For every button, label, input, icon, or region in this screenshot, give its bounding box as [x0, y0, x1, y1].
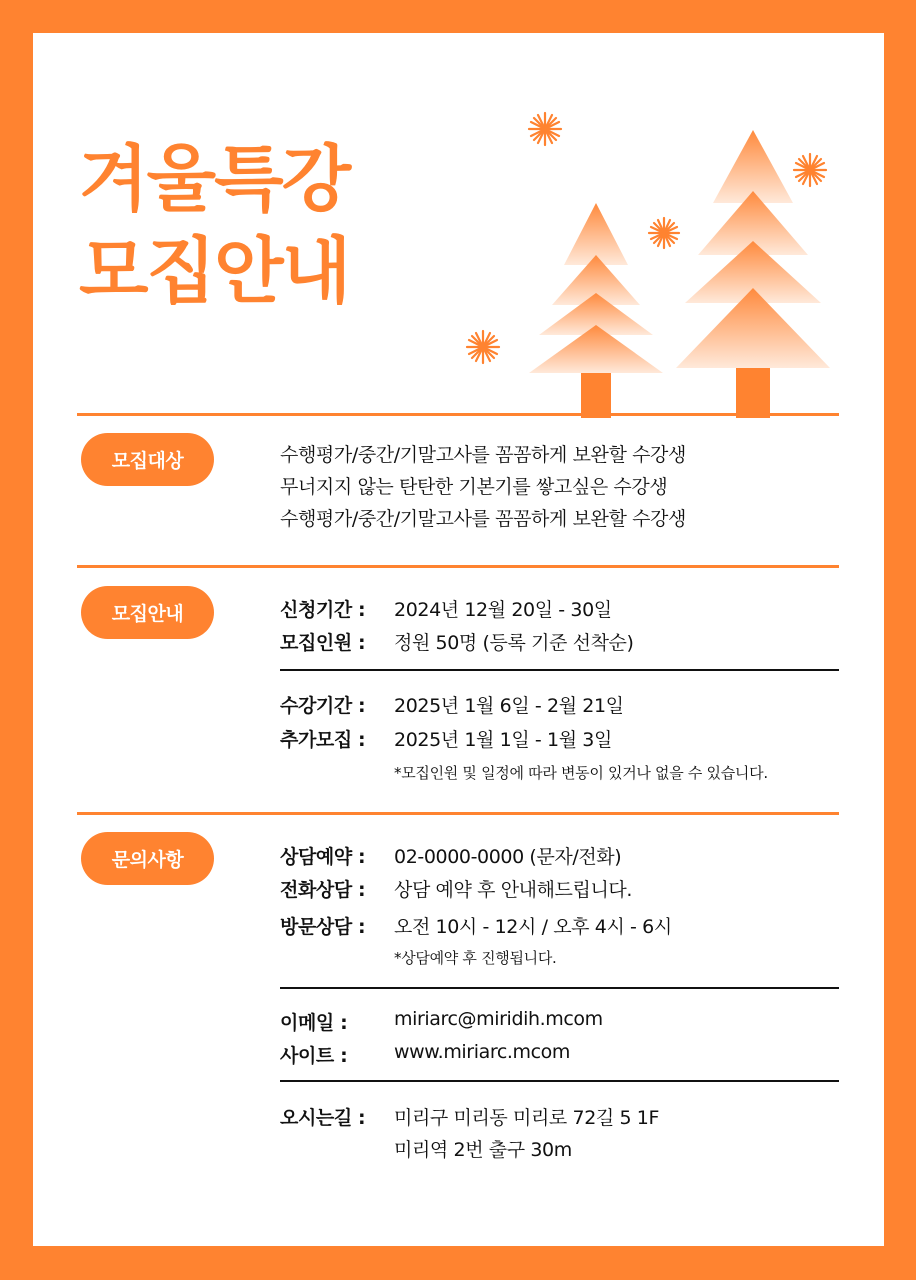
address-line-2: 미리역 2번 출구 30m	[394, 1139, 572, 1161]
info-value: 정원 50명 (등록 기준 선착순)	[394, 632, 634, 654]
winter-trees-illustration	[453, 73, 853, 418]
sparkle-icon	[794, 154, 826, 186]
contact-value: 02-0000-0000 (문자/전화)	[394, 846, 622, 868]
address-line-1: 미리구 미리동 미리로 72길 5 1F	[394, 1107, 660, 1129]
target-badge: 모집대상	[81, 433, 214, 486]
target-line-1: 수행평가/중간/기말고사를 꼼꼼하게 보완할 수강생	[280, 444, 686, 466]
contact-key: 오시는길 :	[280, 1107, 366, 1129]
section-divider	[77, 812, 839, 815]
contact-note: *상담예약 후 진행됩니다.	[394, 949, 557, 967]
contact-key: 전화상담 :	[280, 879, 366, 901]
poster-sheet	[33, 33, 884, 1246]
sparkle-icon	[649, 218, 679, 248]
sparkle-icon	[467, 331, 499, 363]
info-key: 추가모집 :	[280, 729, 366, 751]
target-line-2: 무너지지 않는 탄탄한 기본기를 쌓고싶은 수강생	[280, 476, 668, 498]
group-divider	[280, 669, 839, 671]
contact-key: 사이트 :	[280, 1045, 348, 1067]
group-divider	[280, 987, 839, 989]
info-badge: 모집안내	[81, 586, 214, 639]
target-line-3: 수행평가/중간/기말고사를 꼼꼼하게 보완할 수강생	[280, 508, 686, 530]
info-key: 신청기간 :	[280, 599, 366, 621]
contact-value: 오전 10시 - 12시 / 오후 4시 - 6시	[394, 916, 672, 938]
info-value: 2025년 1월 1일 - 1월 3일	[394, 729, 612, 751]
website-value[interactable]: www.miriarc.mcom	[394, 1041, 571, 1063]
sparkle-icon	[529, 113, 561, 145]
info-value: 2025년 1월 6일 - 2월 21일	[394, 695, 624, 717]
contact-key: 상담예약 :	[280, 846, 366, 868]
section-divider	[77, 565, 839, 568]
info-key: 모집인원 :	[280, 632, 366, 654]
contact-key: 방문상담 :	[280, 916, 366, 938]
info-key: 수강기간 :	[280, 695, 366, 717]
contact-badge: 문의사항	[81, 832, 214, 885]
info-note: *모집인원 및 일정에 따라 변동이 있거나 없을 수 있습니다.	[394, 764, 768, 782]
small-tree-icon	[529, 203, 663, 418]
title-line-2: 모집안내	[79, 229, 350, 313]
email-value[interactable]: miriarc@miridih.mcom	[394, 1008, 603, 1030]
title-line-1: 겨울특강	[79, 137, 350, 221]
group-divider	[280, 1080, 839, 1082]
section-divider	[77, 413, 839, 416]
info-value: 2024년 12월 20일 - 30일	[394, 599, 612, 621]
contact-key: 이메일 :	[280, 1012, 348, 1034]
poster-title	[79, 133, 349, 317]
contact-value: 상담 예약 후 안내해드립니다.	[394, 879, 633, 901]
